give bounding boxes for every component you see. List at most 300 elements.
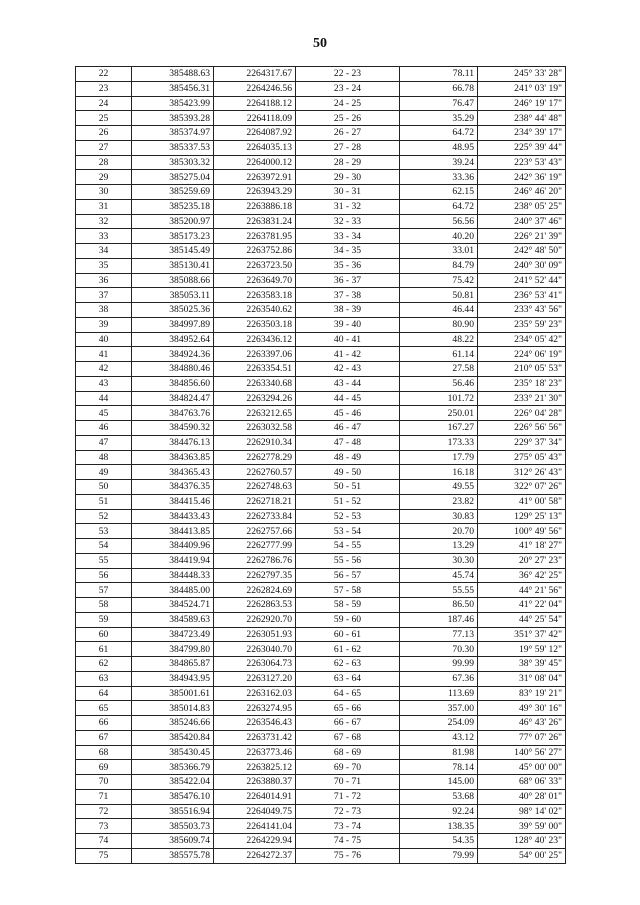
y-coordinate-cell: 2263943.29: [214, 185, 296, 200]
length-cell: 113.69: [400, 686, 478, 701]
y-coordinate-cell: 2264272.37: [214, 848, 296, 863]
x-coordinate-cell: 384763.76: [132, 406, 214, 421]
bearing-cell: 242° 36' 19": [478, 170, 566, 185]
point-number-cell: 28: [76, 155, 132, 170]
length-cell: 56.46: [400, 376, 478, 391]
y-coordinate-cell: 2263723.50: [214, 258, 296, 273]
x-coordinate-cell: 384524.71: [132, 598, 214, 613]
segment-cell: 73 - 74: [296, 819, 400, 834]
table-row: [76, 111, 566, 126]
y-coordinate-cell: 2263880.37: [214, 775, 296, 790]
table-row: [76, 686, 566, 701]
table-row: [76, 155, 566, 170]
bearing-cell: 41° 22' 04": [478, 598, 566, 613]
y-coordinate-cell: 2262824.69: [214, 583, 296, 598]
table-row: [76, 81, 566, 96]
segment-cell: 50 - 51: [296, 480, 400, 495]
length-cell: 33.01: [400, 244, 478, 259]
length-cell: 64.72: [400, 199, 478, 214]
bearing-cell: 83° 19' 21": [478, 686, 566, 701]
length-cell: 62.15: [400, 185, 478, 200]
length-cell: 84.79: [400, 258, 478, 273]
segment-cell: 75 - 76: [296, 848, 400, 863]
bearing-cell: 54° 00' 25": [478, 848, 566, 863]
point-number-cell: 62: [76, 657, 132, 672]
y-coordinate-cell: 2264118.09: [214, 111, 296, 126]
segment-cell: 34 - 35: [296, 244, 400, 259]
x-coordinate-cell: 385393.28: [132, 111, 214, 126]
bearing-cell: 246° 46' 20": [478, 185, 566, 200]
bearing-cell: 351° 37' 42": [478, 627, 566, 642]
bearing-cell: 226° 56' 56": [478, 421, 566, 436]
length-cell: 35.29: [400, 111, 478, 126]
x-coordinate-cell: 384880.46: [132, 362, 214, 377]
y-coordinate-cell: 2262748.63: [214, 480, 296, 495]
table-row: [76, 524, 566, 539]
point-number-cell: 32: [76, 214, 132, 229]
table-row: [76, 214, 566, 229]
bearing-cell: 44° 21' 56": [478, 583, 566, 598]
table-row: [76, 244, 566, 259]
table-row: [76, 67, 566, 82]
point-number-cell: 53: [76, 524, 132, 539]
x-coordinate-cell: 384723.49: [132, 627, 214, 642]
length-cell: 86.50: [400, 598, 478, 613]
length-cell: 13.29: [400, 539, 478, 554]
length-cell: 101.72: [400, 391, 478, 406]
point-number-cell: 34: [76, 244, 132, 259]
length-cell: 48.22: [400, 332, 478, 347]
point-number-cell: 38: [76, 303, 132, 318]
segment-cell: 35 - 36: [296, 258, 400, 273]
length-cell: 250.01: [400, 406, 478, 421]
point-number-cell: 74: [76, 834, 132, 849]
bearing-cell: 49° 30' 16": [478, 701, 566, 716]
length-cell: 61.14: [400, 347, 478, 362]
bearing-cell: 100° 49' 56": [478, 524, 566, 539]
table-row: [76, 273, 566, 288]
bearing-cell: 31° 08' 04": [478, 671, 566, 686]
segment-cell: 43 - 44: [296, 376, 400, 391]
table-row: [76, 760, 566, 775]
bearing-cell: 312° 26' 43": [478, 465, 566, 480]
y-coordinate-cell: 2262733.84: [214, 509, 296, 524]
y-coordinate-cell: 2263274.95: [214, 701, 296, 716]
point-number-cell: 42: [76, 362, 132, 377]
segment-cell: 74 - 75: [296, 834, 400, 849]
bearing-cell: 240° 37' 46": [478, 214, 566, 229]
length-cell: 187.46: [400, 612, 478, 627]
x-coordinate-cell: 384448.33: [132, 568, 214, 583]
x-coordinate-cell: 385145.49: [132, 244, 214, 259]
segment-cell: 46 - 47: [296, 421, 400, 436]
length-cell: 99.99: [400, 657, 478, 672]
length-cell: 39.24: [400, 155, 478, 170]
x-coordinate-cell: 384856.60: [132, 376, 214, 391]
bearing-cell: 40° 28' 01": [478, 789, 566, 804]
table-row: [76, 126, 566, 141]
point-number-cell: 58: [76, 598, 132, 613]
point-number-cell: 37: [76, 288, 132, 303]
table-row: [76, 730, 566, 745]
x-coordinate-cell: 384824.47: [132, 391, 214, 406]
table-row: [76, 303, 566, 318]
x-coordinate-cell: 385200.97: [132, 214, 214, 229]
page-number: 50: [313, 36, 327, 51]
bearing-cell: 41° 00' 58": [478, 494, 566, 509]
table-row: [76, 494, 566, 509]
table-row: [76, 834, 566, 849]
bearing-cell: 44° 25' 54": [478, 612, 566, 627]
x-coordinate-cell: 385366.79: [132, 760, 214, 775]
segment-cell: 49 - 50: [296, 465, 400, 480]
segment-cell: 67 - 68: [296, 730, 400, 745]
bearing-cell: 235° 59' 23": [478, 317, 566, 332]
y-coordinate-cell: 2264229.94: [214, 834, 296, 849]
segment-cell: 52 - 53: [296, 509, 400, 524]
table-row: [76, 553, 566, 568]
length-cell: 33.36: [400, 170, 478, 185]
segment-cell: 63 - 64: [296, 671, 400, 686]
segment-cell: 27 - 28: [296, 140, 400, 155]
x-coordinate-cell: 385001.61: [132, 686, 214, 701]
bearing-cell: 226° 04' 28": [478, 406, 566, 421]
length-cell: 50.81: [400, 288, 478, 303]
point-number-cell: 64: [76, 686, 132, 701]
point-number-cell: 63: [76, 671, 132, 686]
bearing-cell: 241° 03' 19": [478, 81, 566, 96]
y-coordinate-cell: 2264087.92: [214, 126, 296, 141]
table-row: [76, 170, 566, 185]
x-coordinate-cell: 385476.10: [132, 789, 214, 804]
bearing-cell: 233° 43' 56": [478, 303, 566, 318]
y-coordinate-cell: 2262760.57: [214, 465, 296, 480]
x-coordinate-cell: 384376.35: [132, 480, 214, 495]
y-coordinate-cell: 2263825.12: [214, 760, 296, 775]
length-cell: 70.30: [400, 642, 478, 657]
table-row: [76, 804, 566, 819]
point-number-cell: 72: [76, 804, 132, 819]
segment-cell: 61 - 62: [296, 642, 400, 657]
point-number-cell: 29: [76, 170, 132, 185]
bearing-cell: 98° 14' 02": [478, 804, 566, 819]
length-cell: 53.68: [400, 789, 478, 804]
table-row: [76, 848, 566, 863]
segment-cell: 25 - 26: [296, 111, 400, 126]
x-coordinate-cell: 385303.32: [132, 155, 214, 170]
table-row: [76, 539, 566, 554]
bearing-cell: 46° 43' 26": [478, 716, 566, 731]
point-number-cell: 44: [76, 391, 132, 406]
segment-cell: 22 - 23: [296, 67, 400, 82]
x-coordinate-cell: 385235.18: [132, 199, 214, 214]
x-coordinate-cell: 385516.94: [132, 804, 214, 819]
y-coordinate-cell: 2264188.12: [214, 96, 296, 111]
bearing-cell: 128° 40' 23": [478, 834, 566, 849]
bearing-cell: 234° 05' 42": [478, 332, 566, 347]
point-number-cell: 71: [76, 789, 132, 804]
y-coordinate-cell: 2263294.26: [214, 391, 296, 406]
segment-cell: 53 - 54: [296, 524, 400, 539]
y-coordinate-cell: 2263032.58: [214, 421, 296, 436]
x-coordinate-cell: 385337.53: [132, 140, 214, 155]
bearing-cell: 235° 18' 23": [478, 376, 566, 391]
x-coordinate-cell: 384409.96: [132, 539, 214, 554]
y-coordinate-cell: 2263649.70: [214, 273, 296, 288]
segment-cell: 69 - 70: [296, 760, 400, 775]
length-cell: 254.09: [400, 716, 478, 731]
point-number-cell: 26: [76, 126, 132, 141]
length-cell: 75.42: [400, 273, 478, 288]
table-row: [76, 509, 566, 524]
segment-cell: 41 - 42: [296, 347, 400, 362]
y-coordinate-cell: 2262920.70: [214, 612, 296, 627]
y-coordinate-cell: 2262910.34: [214, 435, 296, 450]
bearing-cell: 229° 37' 34": [478, 435, 566, 450]
x-coordinate-cell: 384799.80: [132, 642, 214, 657]
table-row: [76, 421, 566, 436]
coordinates-table: [75, 66, 566, 864]
x-coordinate-cell: 385053.11: [132, 288, 214, 303]
length-cell: 54.35: [400, 834, 478, 849]
segment-cell: 71 - 72: [296, 789, 400, 804]
length-cell: 167.27: [400, 421, 478, 436]
table-row: [76, 332, 566, 347]
x-coordinate-cell: 385488.63: [132, 67, 214, 82]
point-number-cell: 47: [76, 435, 132, 450]
point-number-cell: 49: [76, 465, 132, 480]
segment-cell: 59 - 60: [296, 612, 400, 627]
bearing-cell: 140° 56' 27": [478, 745, 566, 760]
y-coordinate-cell: 2263040.70: [214, 642, 296, 657]
x-coordinate-cell: 384590.32: [132, 421, 214, 436]
x-coordinate-cell: 385374.97: [132, 126, 214, 141]
x-coordinate-cell: 385423.99: [132, 96, 214, 111]
segment-cell: 45 - 46: [296, 406, 400, 421]
x-coordinate-cell: 384413.85: [132, 524, 214, 539]
length-cell: 20.70: [400, 524, 478, 539]
point-number-cell: 55: [76, 553, 132, 568]
point-number-cell: 48: [76, 450, 132, 465]
bearing-cell: 238° 44' 48": [478, 111, 566, 126]
length-cell: 17.79: [400, 450, 478, 465]
table-row: [76, 657, 566, 672]
x-coordinate-cell: 385014.83: [132, 701, 214, 716]
y-coordinate-cell: 2263397.06: [214, 347, 296, 362]
bearing-cell: 226° 21' 39": [478, 229, 566, 244]
y-coordinate-cell: 2262797.35: [214, 568, 296, 583]
y-coordinate-cell: 2263583.18: [214, 288, 296, 303]
segment-cell: 32 - 33: [296, 214, 400, 229]
x-coordinate-cell: 384952.64: [132, 332, 214, 347]
x-coordinate-cell: 384433.43: [132, 509, 214, 524]
x-coordinate-cell: 384419.94: [132, 553, 214, 568]
y-coordinate-cell: 2264035.13: [214, 140, 296, 155]
x-coordinate-cell: 384485.00: [132, 583, 214, 598]
y-coordinate-cell: 2263752.86: [214, 244, 296, 259]
point-number-cell: 25: [76, 111, 132, 126]
bearing-cell: 20° 27' 23": [478, 553, 566, 568]
segment-cell: 55 - 56: [296, 553, 400, 568]
y-coordinate-cell: 2263540.62: [214, 303, 296, 318]
y-coordinate-cell: 2263436.12: [214, 332, 296, 347]
length-cell: 173.33: [400, 435, 478, 450]
point-number-cell: 46: [76, 421, 132, 436]
x-coordinate-cell: 385173.23: [132, 229, 214, 244]
point-number-cell: 40: [76, 332, 132, 347]
bearing-cell: 39° 59' 00": [478, 819, 566, 834]
y-coordinate-cell: 2263354.51: [214, 362, 296, 377]
table-row: [76, 598, 566, 613]
segment-cell: 36 - 37: [296, 273, 400, 288]
bearing-cell: 210° 05' 53": [478, 362, 566, 377]
length-cell: 30.83: [400, 509, 478, 524]
table-row: [76, 376, 566, 391]
y-coordinate-cell: 2264141.04: [214, 819, 296, 834]
length-cell: 76.47: [400, 96, 478, 111]
bearing-cell: 77° 07' 26": [478, 730, 566, 745]
table-row: [76, 258, 566, 273]
table-row: [76, 185, 566, 200]
x-coordinate-cell: 385430.45: [132, 745, 214, 760]
y-coordinate-cell: 2263340.68: [214, 376, 296, 391]
bearing-cell: 233° 21' 30": [478, 391, 566, 406]
point-number-cell: 61: [76, 642, 132, 657]
y-coordinate-cell: 2263781.95: [214, 229, 296, 244]
length-cell: 145.00: [400, 775, 478, 790]
segment-cell: 31 - 32: [296, 199, 400, 214]
x-coordinate-cell: 384476.13: [132, 435, 214, 450]
table-body: [76, 67, 566, 864]
segment-cell: 28 - 29: [296, 155, 400, 170]
segment-cell: 72 - 73: [296, 804, 400, 819]
y-coordinate-cell: 2264317.67: [214, 67, 296, 82]
segment-cell: 26 - 27: [296, 126, 400, 141]
segment-cell: 39 - 40: [296, 317, 400, 332]
bearing-cell: 234° 39' 17": [478, 126, 566, 141]
segment-cell: 47 - 48: [296, 435, 400, 450]
y-coordinate-cell: 2263051.93: [214, 627, 296, 642]
table-row: [76, 745, 566, 760]
bearing-cell: 19° 59' 12": [478, 642, 566, 657]
x-coordinate-cell: 385088.66: [132, 273, 214, 288]
length-cell: 49.55: [400, 480, 478, 495]
table-row: [76, 642, 566, 657]
point-number-cell: 52: [76, 509, 132, 524]
length-cell: 43.12: [400, 730, 478, 745]
table-row: [76, 347, 566, 362]
table-row: [76, 406, 566, 421]
bearing-cell: 238° 05' 25": [478, 199, 566, 214]
length-cell: 16.18: [400, 465, 478, 480]
x-coordinate-cell: 385422.04: [132, 775, 214, 790]
x-coordinate-cell: 384997.89: [132, 317, 214, 332]
table-row: [76, 229, 566, 244]
bearing-cell: 68° 06' 33": [478, 775, 566, 790]
segment-cell: 68 - 69: [296, 745, 400, 760]
x-coordinate-cell: 385275.04: [132, 170, 214, 185]
point-number-cell: 43: [76, 376, 132, 391]
point-number-cell: 22: [76, 67, 132, 82]
y-coordinate-cell: 2263773.46: [214, 745, 296, 760]
point-number-cell: 35: [76, 258, 132, 273]
x-coordinate-cell: 384415.46: [132, 494, 214, 509]
bearing-cell: 275° 05' 43": [478, 450, 566, 465]
segment-cell: 66 - 67: [296, 716, 400, 731]
y-coordinate-cell: 2262757.66: [214, 524, 296, 539]
segment-cell: 38 - 39: [296, 303, 400, 318]
point-number-cell: 60: [76, 627, 132, 642]
y-coordinate-cell: 2263064.73: [214, 657, 296, 672]
y-coordinate-cell: 2262718.21: [214, 494, 296, 509]
segment-cell: 40 - 41: [296, 332, 400, 347]
table-row: [76, 317, 566, 332]
length-cell: 77.13: [400, 627, 478, 642]
y-coordinate-cell: 2264000.12: [214, 155, 296, 170]
segment-cell: 29 - 30: [296, 170, 400, 185]
y-coordinate-cell: 2264014.91: [214, 789, 296, 804]
point-number-cell: 75: [76, 848, 132, 863]
point-number-cell: 51: [76, 494, 132, 509]
point-number-cell: 70: [76, 775, 132, 790]
y-coordinate-cell: 2262863.53: [214, 598, 296, 613]
segment-cell: 51 - 52: [296, 494, 400, 509]
point-number-cell: 24: [76, 96, 132, 111]
bearing-cell: 38° 39' 45": [478, 657, 566, 672]
segment-cell: 30 - 31: [296, 185, 400, 200]
bearing-cell: 224° 06' 19": [478, 347, 566, 362]
segment-cell: 64 - 65: [296, 686, 400, 701]
length-cell: 48.95: [400, 140, 478, 155]
x-coordinate-cell: 384363.85: [132, 450, 214, 465]
point-number-cell: 39: [76, 317, 132, 332]
length-cell: 78.11: [400, 67, 478, 82]
y-coordinate-cell: 2263162.03: [214, 686, 296, 701]
table-row: [76, 199, 566, 214]
table-row: [76, 775, 566, 790]
bearing-cell: 241° 52' 44": [478, 273, 566, 288]
segment-cell: 42 - 43: [296, 362, 400, 377]
table-row: [76, 701, 566, 716]
y-coordinate-cell: 2262786.76: [214, 553, 296, 568]
length-cell: 27.58: [400, 362, 478, 377]
point-number-cell: 27: [76, 140, 132, 155]
length-cell: 55.55: [400, 583, 478, 598]
table-row: [76, 450, 566, 465]
table-row: [76, 96, 566, 111]
table-row: [76, 362, 566, 377]
bearing-cell: 223° 53' 43": [478, 155, 566, 170]
point-number-cell: 45: [76, 406, 132, 421]
x-coordinate-cell: 385575.78: [132, 848, 214, 863]
segment-cell: 65 - 66: [296, 701, 400, 716]
y-coordinate-cell: 2262777.99: [214, 539, 296, 554]
segment-cell: 70 - 71: [296, 775, 400, 790]
table-row: [76, 716, 566, 731]
bearing-cell: 129° 25' 13": [478, 509, 566, 524]
table-row: [76, 568, 566, 583]
length-cell: 30.30: [400, 553, 478, 568]
length-cell: 67.36: [400, 671, 478, 686]
table-row: [76, 140, 566, 155]
y-coordinate-cell: 2263503.18: [214, 317, 296, 332]
table-row: [76, 435, 566, 450]
y-coordinate-cell: 2264049.75: [214, 804, 296, 819]
x-coordinate-cell: 384589.63: [132, 612, 214, 627]
length-cell: 46.44: [400, 303, 478, 318]
segment-cell: 37 - 38: [296, 288, 400, 303]
x-coordinate-cell: 385246.66: [132, 716, 214, 731]
